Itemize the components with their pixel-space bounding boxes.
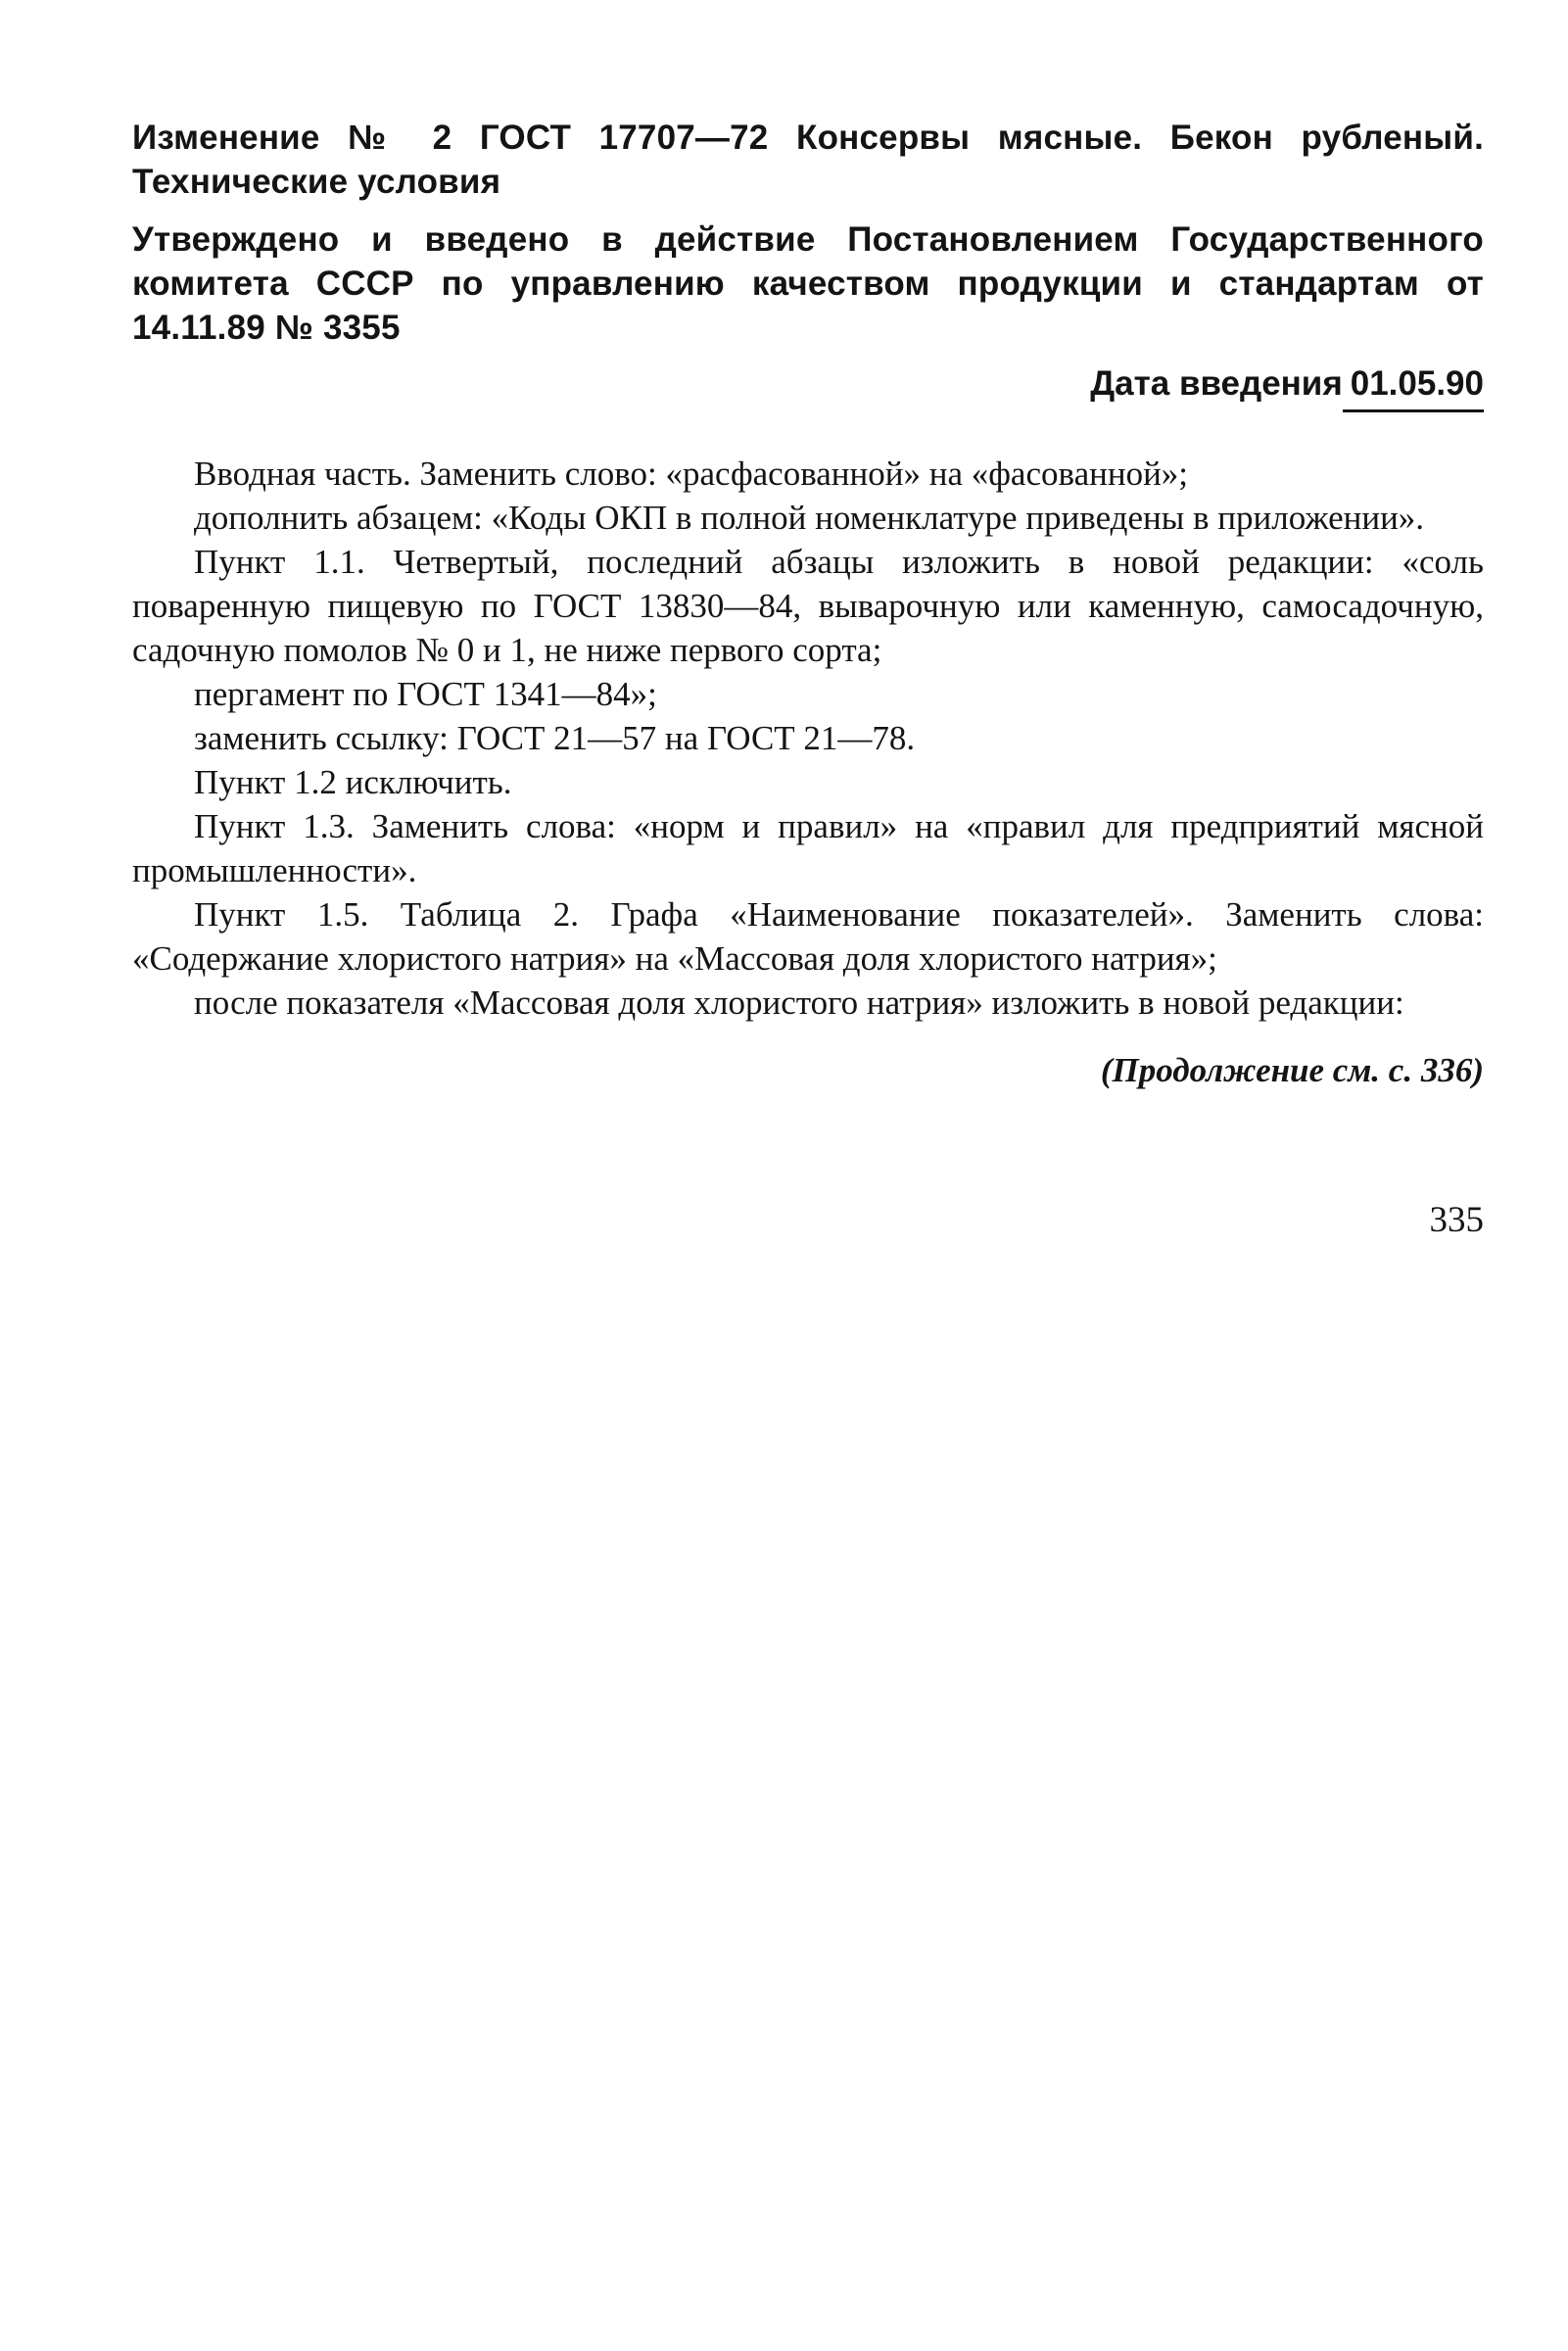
effective-date-value: 01.05.90 — [1343, 361, 1484, 412]
document-page — [132, 116, 1484, 1242]
effective-date-label: Дата введения — [1090, 364, 1343, 403]
approval-statement: Утверждено и введено в действие Постановлением Государственного комитета СССР по управлению качеством продукции и стандартам от 14.11.89 № 3355 — [132, 220, 1484, 347]
continued-note: (Продолжение см. с. 336) — [1100, 1051, 1484, 1089]
paragraph: Пункт 1.3. Заменить слова: «норм и правил» на «правил для предприятий мясной промышленности». — [132, 807, 1484, 889]
paragraph: после показателя «Массовая доля хлористого натрия» изложить в новой редакции: — [194, 984, 1404, 1022]
paragraph: Вводная часть. Заменить слово: «расфасованной» на «фасованной»; — [194, 455, 1189, 493]
effective-date — [132, 361, 1484, 412]
paragraph: Пункт 1.2 исключить. — [194, 763, 512, 801]
paragraph: Пункт 1.1. Четвертый, последний абзацы изложить в новой редакции: «соль поваренную пищевую по ГОСТ 13830—84, выварочную или каменную, самосадочную, садочную помолов № 0 и 1, не ниже первого сорта; — [132, 543, 1484, 669]
document-body — [132, 452, 1484, 1025]
paragraph: пергамент по ГОСТ 1341—84»; — [194, 675, 657, 713]
document-title: Изменение № 2 ГОСТ 17707—72 Консервы мясные. Бекон рубленый. Технические условия — [132, 119, 1484, 201]
paragraph: дополнить абзацем: «Коды ОКП в полной номенклатуре приведены в приложении». — [194, 499, 1425, 537]
paragraph: Пункт 1.5. Таблица 2. Графа «Наименование показателей». Заменить слова: «Содержание хлористого натрия» на «Массовая доля хлористого натрия»; — [132, 895, 1484, 978]
page-number: 335 — [1429, 1200, 1484, 1240]
paragraph: заменить ссылку: ГОСТ 21—57 на ГОСТ 21—78. — [194, 719, 916, 757]
